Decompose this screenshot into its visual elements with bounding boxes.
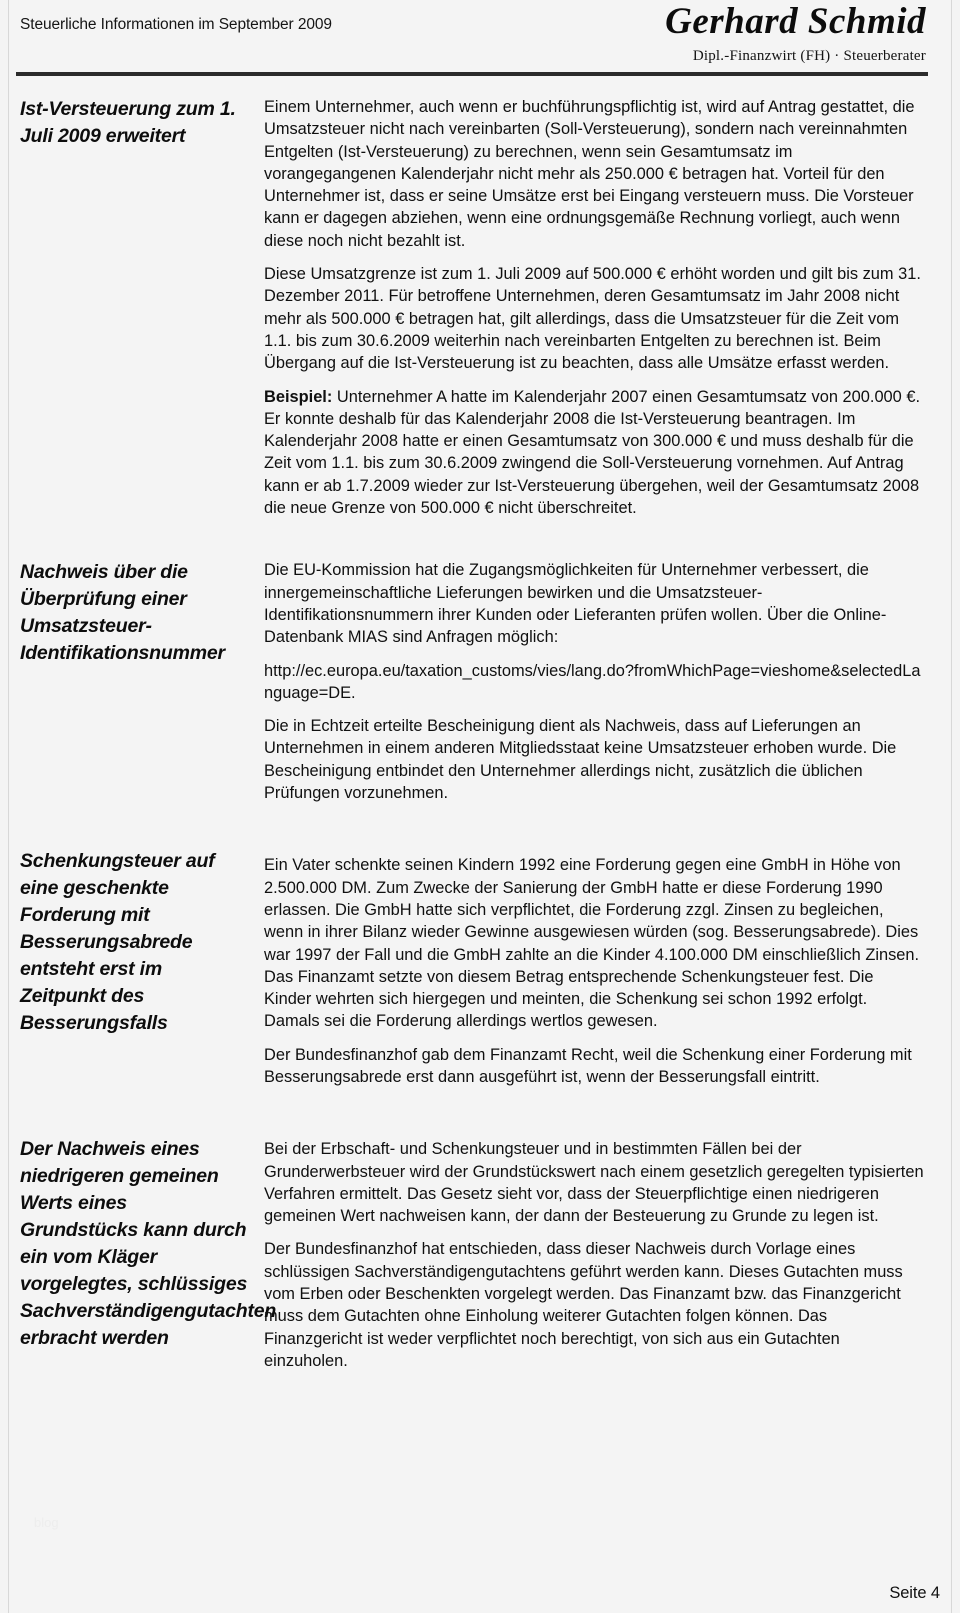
paragraph-text: Die EU-Kommission hat die Zugangsmöglichkeiten für Unternehmer verbessert, die innergemeinschaftliche Lieferungen bewirken und die Umsatzsteuer-Identifikationsnummern ihrer Kunden oder Lieferanten prüfen wollen. Über die Online-Datenbank MIAS sind Anfragen möglich: xyxy=(264,561,887,647)
paragraph-text: Der Bundesfinanzhof hat entschieden, dass dieser Nachweis durch Vorlage eines schlüssigen Sachverständigengutachtens geführt werden kann. Dieses Gutachten muss vom Erben oder Beschenkten vorgelegt werden. Das Finanzamt bzw. das Finanzgericht muss dem Gutachten ohne Einholung weiterer Gutachten folgen können. Das Finanzgericht ist weder verpflichtet noch berechtigt, von sich aus ein Gutachten einzuholen. xyxy=(264,1240,903,1370)
paragraph-lead: Beispiel: xyxy=(264,387,333,406)
page-number: Seite 4 xyxy=(889,1584,940,1602)
letterhead xyxy=(665,2,926,66)
paragraph-text: Unternehmer A hatte im Kalenderjahr 2007 einen Gesamtumsatz von 200.000 €. Er konnte deshalb für das Kalenderjahr 2008 die Ist-Versteuerung beantragen. Im Kalenderjahr 2008 hatte er einen Gesamtumsatz von 300.000 € und muss deshalb für die Zeit vom 1.1. bis zum 30.6.2009 zwingend die Soll-Versteuerung vornehmen. Auf Antrag kann er ab 1.7.2009 wieder zur Ist-Versteuerung übergehen, weil der Gesamtumsatz 2008 die neue Grenze von 500.000 € nicht überschreitet. xyxy=(264,387,921,518)
section-heading: Schenkungsteuer auf eine geschenkte Forderung mit Besserungsabrede entsteht erst im Zeitpunkt des Besserungsfalls xyxy=(20,850,215,1035)
paragraph-text: Die in Echtzeit erteilte Bescheinigung dient als Nachweis, dass auf Lieferungen an Unternehmen in einem anderen Mitgliedsstaat keine Umsatzsteuer erhoben wurde. Die Bescheinigung entbindet den Unternehmer allerdings nicht, zusätzlich die üblichen Prüfungen vorzunehmen. xyxy=(264,717,897,803)
section-schenkungsteuer xyxy=(16,846,928,1088)
paragraph xyxy=(264,1138,924,1227)
paragraph-text: Bei der Erbschaft- und Schenkungsteuer und in bestimmten Fällen bei der Grunderwerbsteuer wird der Grundstückswert nach einem gesetzlich geregelten typisierten Verfahren ermittelt. Das Gesetz sieht vor, dass der Steuerpflichtige einen niedrigeren gemeinen Wert nachweisen kann, der dann der Besteuerung zu Grunde zu legen ist. xyxy=(264,1140,924,1226)
page-edge-left xyxy=(8,0,9,1613)
mias-url[interactable] xyxy=(264,660,924,705)
paragraph xyxy=(264,263,924,374)
document-content xyxy=(16,96,928,1372)
document-header xyxy=(16,0,928,72)
brand-name: Gerhard Schmid xyxy=(665,1,926,42)
header-issue-title: Steuerliche Informationen im September 2009 xyxy=(20,16,332,33)
paragraph xyxy=(264,854,924,1032)
brand-subtitle: Dipl.-Finanzwirt (FH) · Steuerberater xyxy=(692,48,926,64)
section-body xyxy=(264,1134,928,1372)
paragraph-text: http://ec.europa.eu/taxation_customs/vies/lang.do?fromWhichPage=vieshome&selectedLanguage=DE. xyxy=(264,661,921,702)
header-divider xyxy=(16,72,928,76)
paragraph xyxy=(264,96,924,252)
watermark: blog xyxy=(34,1515,59,1530)
section-heading: Der Nachweis eines niedrigeren gemeinen Werts eines Grundstücks kann durch ein vom Kläger vorgelegtes, schlüssiges Sachverständigengutachten erbracht werden xyxy=(20,1138,277,1350)
paragraph-text: Diese Umsatzgrenze ist zum 1. Juli 2009 auf 500.000 € erhöht worden und gilt bis zum 31. Dezember 2011. Für betroffene Unternehmen, deren Gesamtumsatz im Jahr 2008 nicht mehr als 500.000 € betragen hat, gilt allerdings, dass die Umsatzsteuer für die Zeit vom 1.1. bis zum 30.6.2009 weiterhin nach vereinbarten Entgelten zu berechnen ist. Beim Übergang auf die Ist-Versteuerung ist zu beachten, dass alle Umsätze erfasst werden. xyxy=(264,265,921,373)
paragraph xyxy=(264,559,924,648)
page-edge-right xyxy=(951,0,952,1613)
paragraph xyxy=(264,1044,924,1089)
section-ist-versteuerung xyxy=(16,96,928,519)
section-nachweis-gemeiner-wert xyxy=(16,1134,928,1372)
section-heading: Ist-Versteuerung zum 1. Juli 2009 erweitert xyxy=(20,98,236,147)
paragraph-text: Der Bundesfinanzhof gab dem Finanzamt Recht, weil die Schenkung einer Forderung mit Besserungsabrede erst dann ausgeführt ist, wenn der Besserungsfall eintritt. xyxy=(264,1045,912,1086)
section-body xyxy=(264,846,928,1088)
paragraph-text: Ein Vater schenkte seinen Kindern 1992 eine Forderung gegen eine GmbH in Höhe von 2.500.000 DM. Zum Zwecke der Sanierung der GmbH hatte er diese Forderung 1990 erlassen. Die GmbH hatte sich verpflichtet, die Forderung zzgl. Zinsen zu begleichen, wenn in ihrer Bilanz wieder Gewinne ausgewiesen würden (sog. Besserungsabrede). Dies war 1997 der Fall und die GmbH zahlte an die Kinder 4.100.000 DM einschließlich Zinsen. Das Finanzamt setzte von diesem Betrag entsprechende Schenkungsteuer fest. Die Kinder wehrten sich hiergegen und meinten, die Schenkung sei schon 1992 erfolgt. Damals sei die Forderung allerdings wertlos gewesen. xyxy=(264,856,920,1031)
paragraph-text: Einem Unternehmer, auch wenn er buchführungspflichtig ist, wird auf Antrag gestattet, die Umsatzsteuer nicht nach vereinbarten (Soll-Versteuerung), sondern nach vereinnahmten Entgelten (Ist-Versteuerung) zu berechnen, wenn sein Gesamtumsatz im vorangegangenen Kalenderjahr nicht mehr als 250.000 € betragen hat. Vorteil für den Unternehmer ist, dass er seine Umsätze erst bei Eingang versteuern muss. Die Vorsteuer kann er dagegen abziehen, wenn eine ordnungsgemäße Rechnung vorliegt, auch wenn diese noch nicht bezahlt ist. xyxy=(264,98,915,250)
paragraph xyxy=(264,715,924,804)
section-heading: Nachweis über die Überprüfung einer Umsatzsteuer-Identifikationsnummer xyxy=(20,561,225,665)
section-ust-idnr-nachweis xyxy=(16,557,928,804)
paragraph xyxy=(264,386,924,520)
section-body xyxy=(264,96,928,519)
paragraph xyxy=(264,1238,924,1372)
section-body xyxy=(264,557,928,804)
